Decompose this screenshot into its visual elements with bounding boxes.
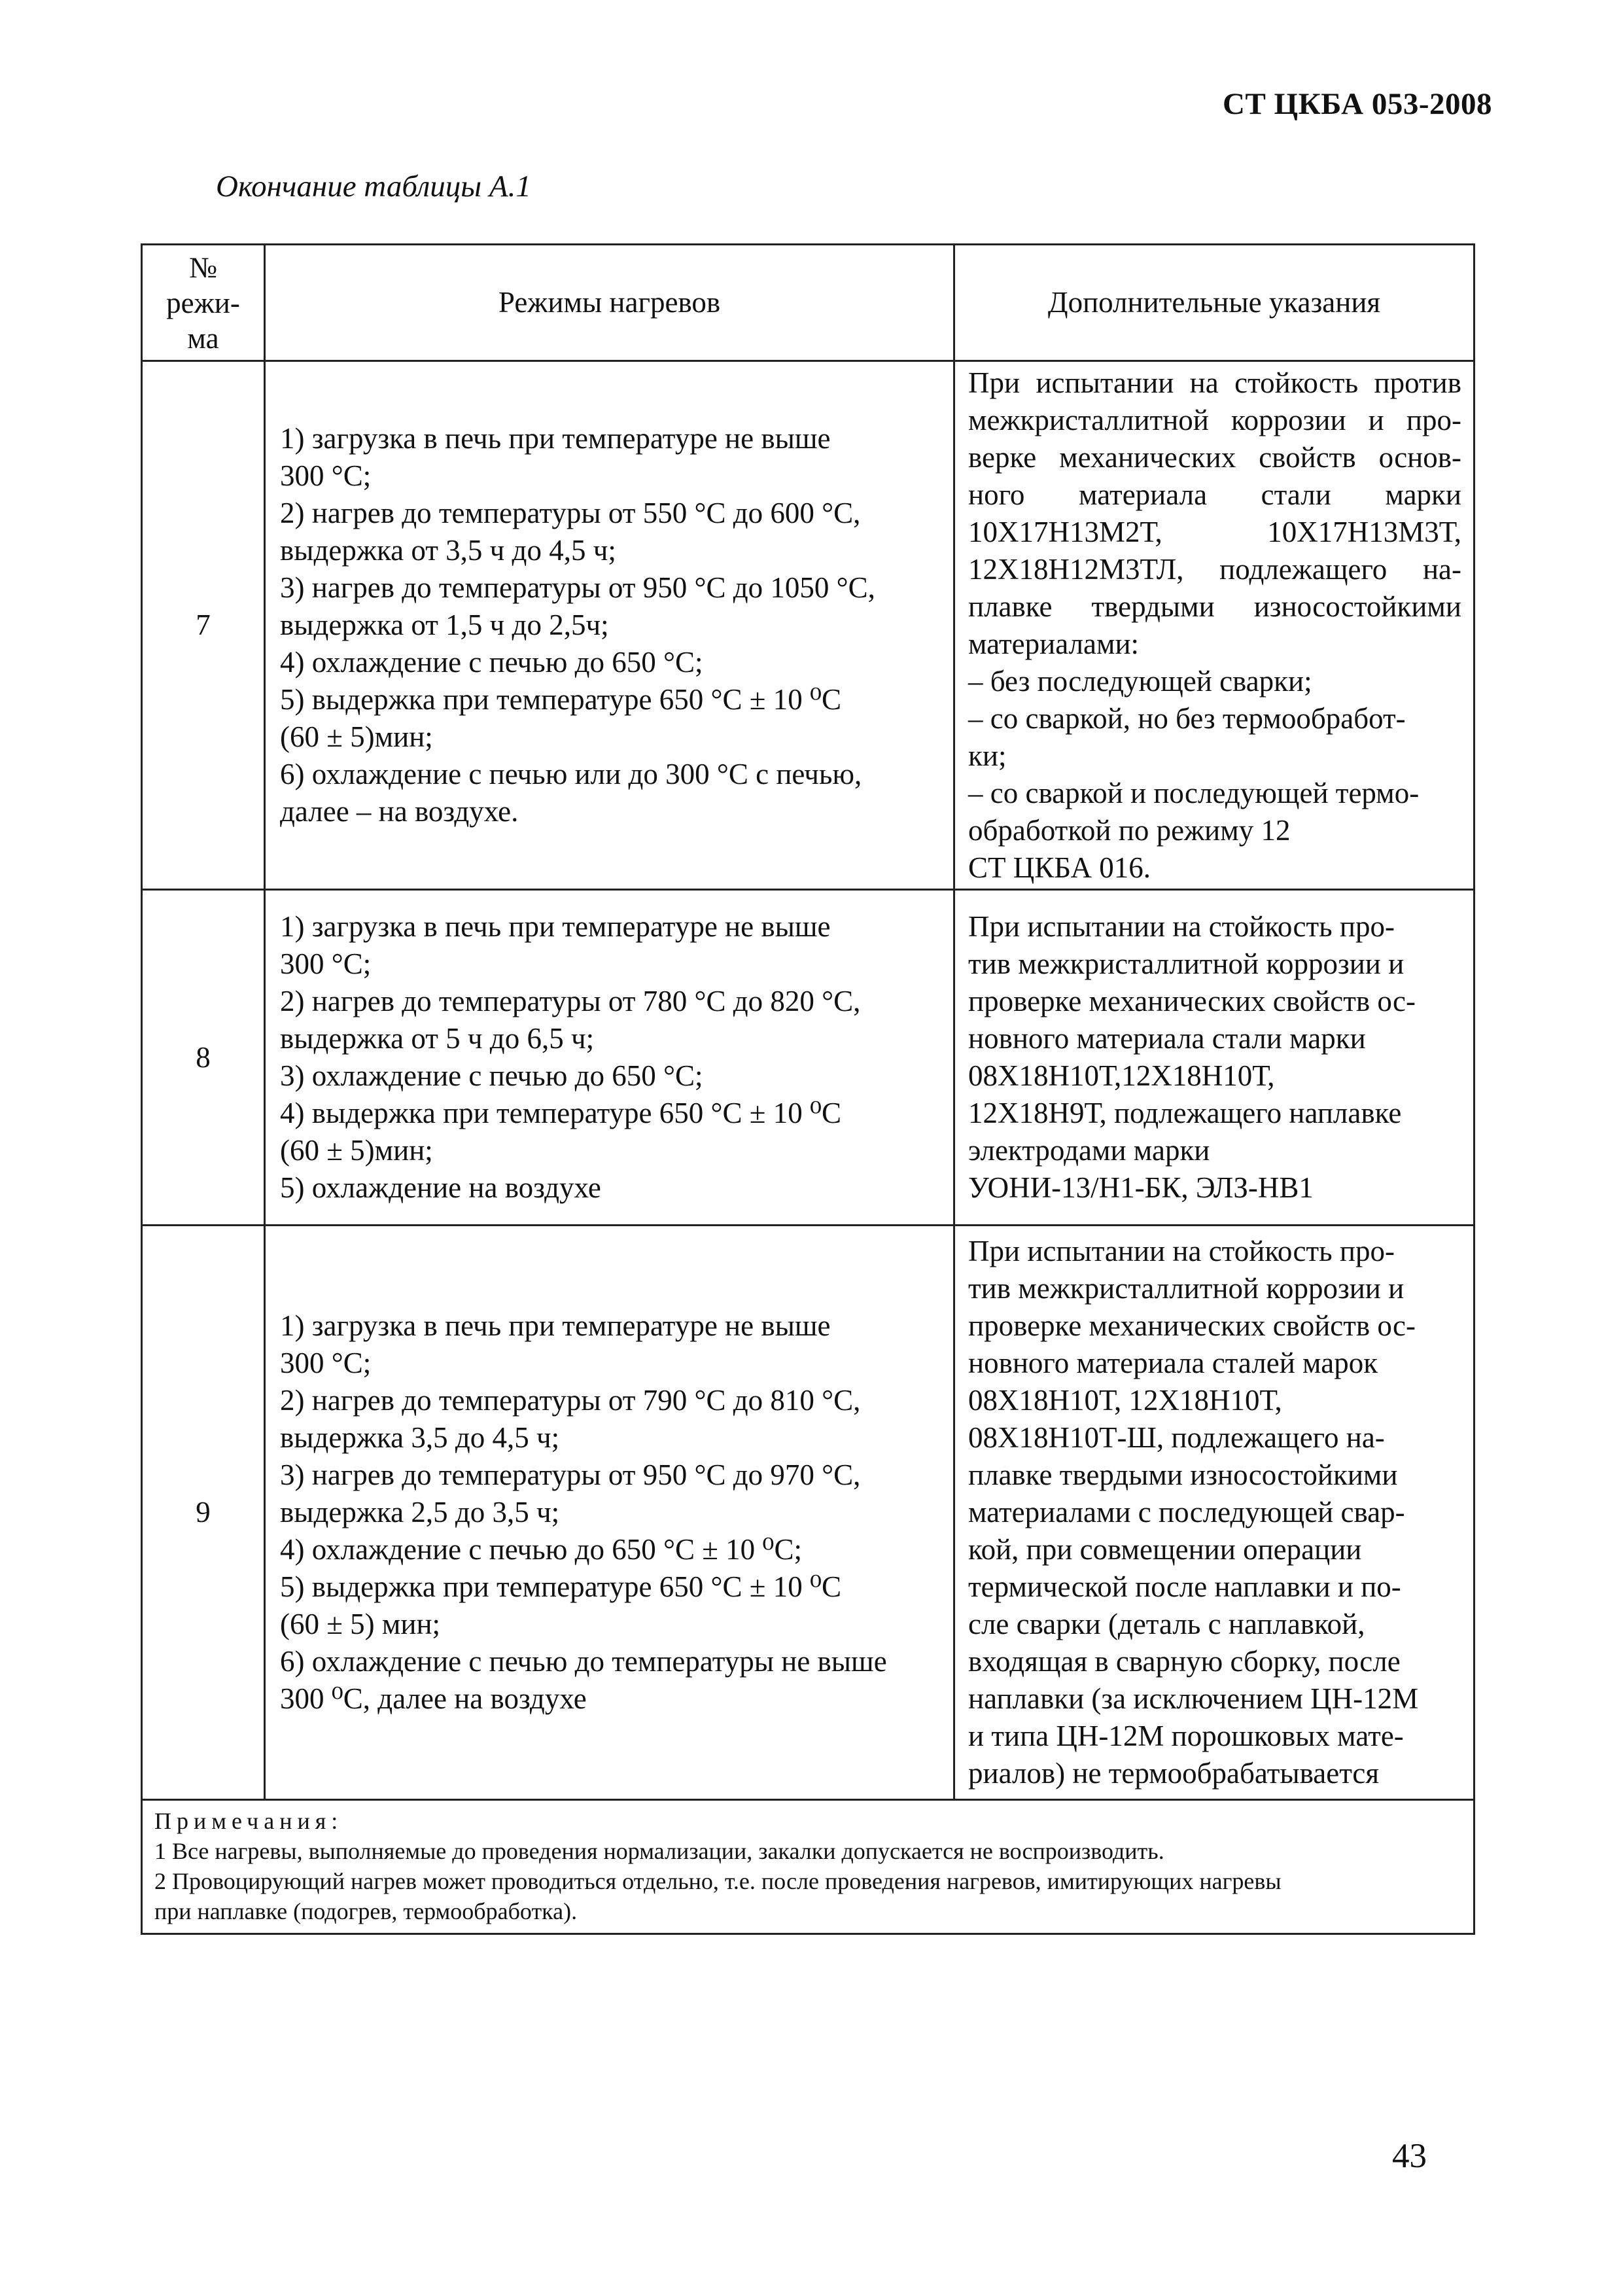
- note-line: наплавки (за исключением ЦН-12М: [968, 1682, 1419, 1715]
- document-code: СТ ЦКБА 053-2008: [1223, 87, 1492, 121]
- note-line: верке механических свойств основ-: [968, 440, 1461, 474]
- regime-line: 3) нагрев до температуры от 950 °С до 1050 °С,: [280, 571, 875, 604]
- note-line: СТ ЦКБА 016.: [968, 851, 1151, 884]
- footnote-item: 2 Провоцирующий нагрев может проводиться отдельно, т.е. после проведения нагревов, имитирующих нагревы: [154, 1868, 1282, 1894]
- note-line: тив межкристаллитной коррозии и: [968, 947, 1405, 980]
- regime-line: 5) выдержка при температуре 650 °С ± 10 ⁰С: [280, 1570, 842, 1603]
- additional-notes: [954, 1226, 1475, 1800]
- note-line: и типа ЦН-12М порошковых мате-: [968, 1720, 1404, 1752]
- note-line: плавке твердыми износостойкими: [968, 590, 1461, 623]
- note-line: – со сваркой, но без термообработ-: [968, 701, 1406, 735]
- header-num-line: №: [189, 251, 217, 284]
- heating-regimes-table: [141, 243, 1475, 1935]
- note-line: При испытании на стойкость про-: [968, 1235, 1395, 1267]
- note-line: 12Х18Н12М3ТЛ, подлежащего на-: [968, 552, 1461, 586]
- note-line: новного материала стали марки: [968, 1022, 1366, 1055]
- note-line: материалами:: [968, 627, 1140, 660]
- note-line: ного материала стали марки: [968, 478, 1461, 511]
- regime-line: 1) загрузка в печь при температуре не выше: [280, 1309, 831, 1342]
- regime-line: 3) охлаждение с печью до 650 °С;: [280, 1059, 703, 1092]
- regime-line: 300 ⁰С, далее на воздухе: [280, 1682, 587, 1715]
- regime-line: 4) выдержка при температуре 650 °С ± 10 ⁰С: [280, 1097, 842, 1129]
- regime-line: выдержка от 5 ч до 6,5 ч;: [280, 1022, 595, 1055]
- regime-line: выдержка от 3,5 ч до 4,5 ч;: [280, 534, 616, 567]
- note-line: новного материала сталей марок: [968, 1347, 1378, 1379]
- note-line: межкристаллитной коррозии и про-: [968, 403, 1461, 436]
- note-line: материалами с последующей свар-: [968, 1496, 1405, 1528]
- regime-line: 6) охлаждение с печью или до 300 °С с печью,: [280, 758, 862, 790]
- table-row-regime-8: [142, 890, 1475, 1226]
- regime-line: (60 ± 5) мин;: [280, 1608, 441, 1640]
- regime-line: 300 °С;: [280, 459, 372, 492]
- regime-number: 7: [142, 361, 265, 890]
- header-num-line: режи-: [166, 286, 240, 319]
- regime-line: 5) выдержка при температуре 650 °С ± 10 ⁰С: [280, 683, 842, 716]
- additional-notes: [954, 890, 1475, 1226]
- note-line: проверке механических свойств ос-: [968, 985, 1416, 1017]
- regime-number: 9: [142, 1226, 265, 1800]
- regime-line: 4) охлаждение с печью до 650 °С ± 10 ⁰С;: [280, 1533, 802, 1566]
- note-line: проверке механических свойств ос-: [968, 1309, 1416, 1342]
- additional-notes: [954, 361, 1475, 890]
- regime-line: (60 ± 5)мин;: [280, 1134, 433, 1167]
- note-line: 08Х18Н10Т-Ш, подлежащего на-: [968, 1421, 1385, 1454]
- table-footnotes-row: [142, 1800, 1475, 1934]
- regime-number: 8: [142, 890, 265, 1226]
- note-line: При испытании на стойкость против: [968, 366, 1461, 399]
- note-line: УОНИ-13/Н1-БК, ЭЛЗ-НВ1: [968, 1171, 1314, 1204]
- regime-line: 1) загрузка в печь при температуре не выше: [280, 422, 831, 455]
- header-num-line: ма: [187, 321, 219, 355]
- note-line: тив межкристаллитной коррозии и: [968, 1272, 1405, 1305]
- regime-steps: [265, 1226, 954, 1800]
- note-line: 12Х18Н9Т, подлежащего наплавке: [968, 1097, 1402, 1129]
- note-line: обработкой по режиму 12: [968, 813, 1291, 847]
- table-caption: Окончание таблицы А.1: [216, 169, 531, 203]
- regime-line: 5) охлаждение на воздухе: [280, 1171, 601, 1204]
- note-line: – со сваркой и последующей термо-: [968, 776, 1420, 809]
- footnotes-title: Примечания:: [154, 1808, 343, 1834]
- page-number: 43: [1392, 2137, 1427, 2175]
- regime-line: 3) нагрев до температуры от 950 °С до 970 °С,: [280, 1458, 861, 1491]
- note-line: плавке твердыми износостойкими: [968, 1458, 1398, 1491]
- regime-line: 1) загрузка в печь при температуре не выше: [280, 910, 831, 943]
- table-row-regime-9: [142, 1226, 1475, 1800]
- regime-line: 300 °С;: [280, 947, 372, 980]
- regime-line: выдержка от 1,5 ч до 2,5ч;: [280, 609, 609, 641]
- regime-line: 2) нагрев до температуры от 790 °С до 810 °С,: [280, 1384, 861, 1417]
- regime-line: 300 °С;: [280, 1347, 372, 1379]
- table-row-regime-7: [142, 361, 1475, 890]
- note-line: ки;: [968, 739, 1007, 772]
- note-line: кой, при совмещении операции: [968, 1533, 1362, 1566]
- regime-line: далее – на воздухе.: [280, 795, 519, 828]
- note-line: входящая в сварную сборку, после: [968, 1645, 1401, 1678]
- regime-line: выдержка 3,5 до 4,5 ч;: [280, 1421, 560, 1454]
- note-line: электродами марки: [968, 1134, 1210, 1167]
- note-line: 10Х17Н13М2Т, 10Х17Н13М3Т,: [968, 515, 1461, 548]
- note-line: риалов) не термообрабатывается: [968, 1757, 1380, 1790]
- footnote-item: при наплавке (подогрев, термообработка).: [154, 1898, 578, 1924]
- regime-steps: [265, 361, 954, 890]
- note-line: термической после наплавки и по-: [968, 1570, 1401, 1603]
- regime-line: 2) нагрев до температуры от 780 °С до 820 °С,: [280, 985, 861, 1017]
- note-line: 08Х18Н10Т, 12Х18Н10Т,: [968, 1384, 1282, 1417]
- note-line: При испытании на стойкость про-: [968, 910, 1395, 943]
- footnote-item: 1 Все нагревы, выполняемые до проведения нормализации, закалки допускается не воспроизводить.: [154, 1838, 1164, 1864]
- header-additional-notes: Дополнительные указания: [954, 245, 1475, 361]
- note-line: – без последующей сварки;: [968, 664, 1312, 698]
- regime-line: 2) нагрев до температуры от 550 °С до 600 °С,: [280, 497, 861, 529]
- regime-steps: [265, 890, 954, 1226]
- header-heating-regimes: Режимы нагревов: [265, 245, 954, 361]
- table-header-row: [142, 245, 1475, 361]
- regime-line: (60 ± 5)мин;: [280, 720, 433, 753]
- footnotes: [142, 1800, 1475, 1934]
- note-line: 08Х18Н10Т,12Х18Н10Т,: [968, 1059, 1275, 1092]
- regime-line: 4) охлаждение с печью до 650 °С;: [280, 646, 703, 679]
- note-line: сле сварки (деталь с наплавкой,: [968, 1608, 1365, 1640]
- regime-line: 6) охлаждение с печью до температуры не выше: [280, 1645, 887, 1678]
- regime-line: выдержка 2,5 до 3,5 ч;: [280, 1496, 560, 1528]
- header-regime-number: [142, 245, 265, 361]
